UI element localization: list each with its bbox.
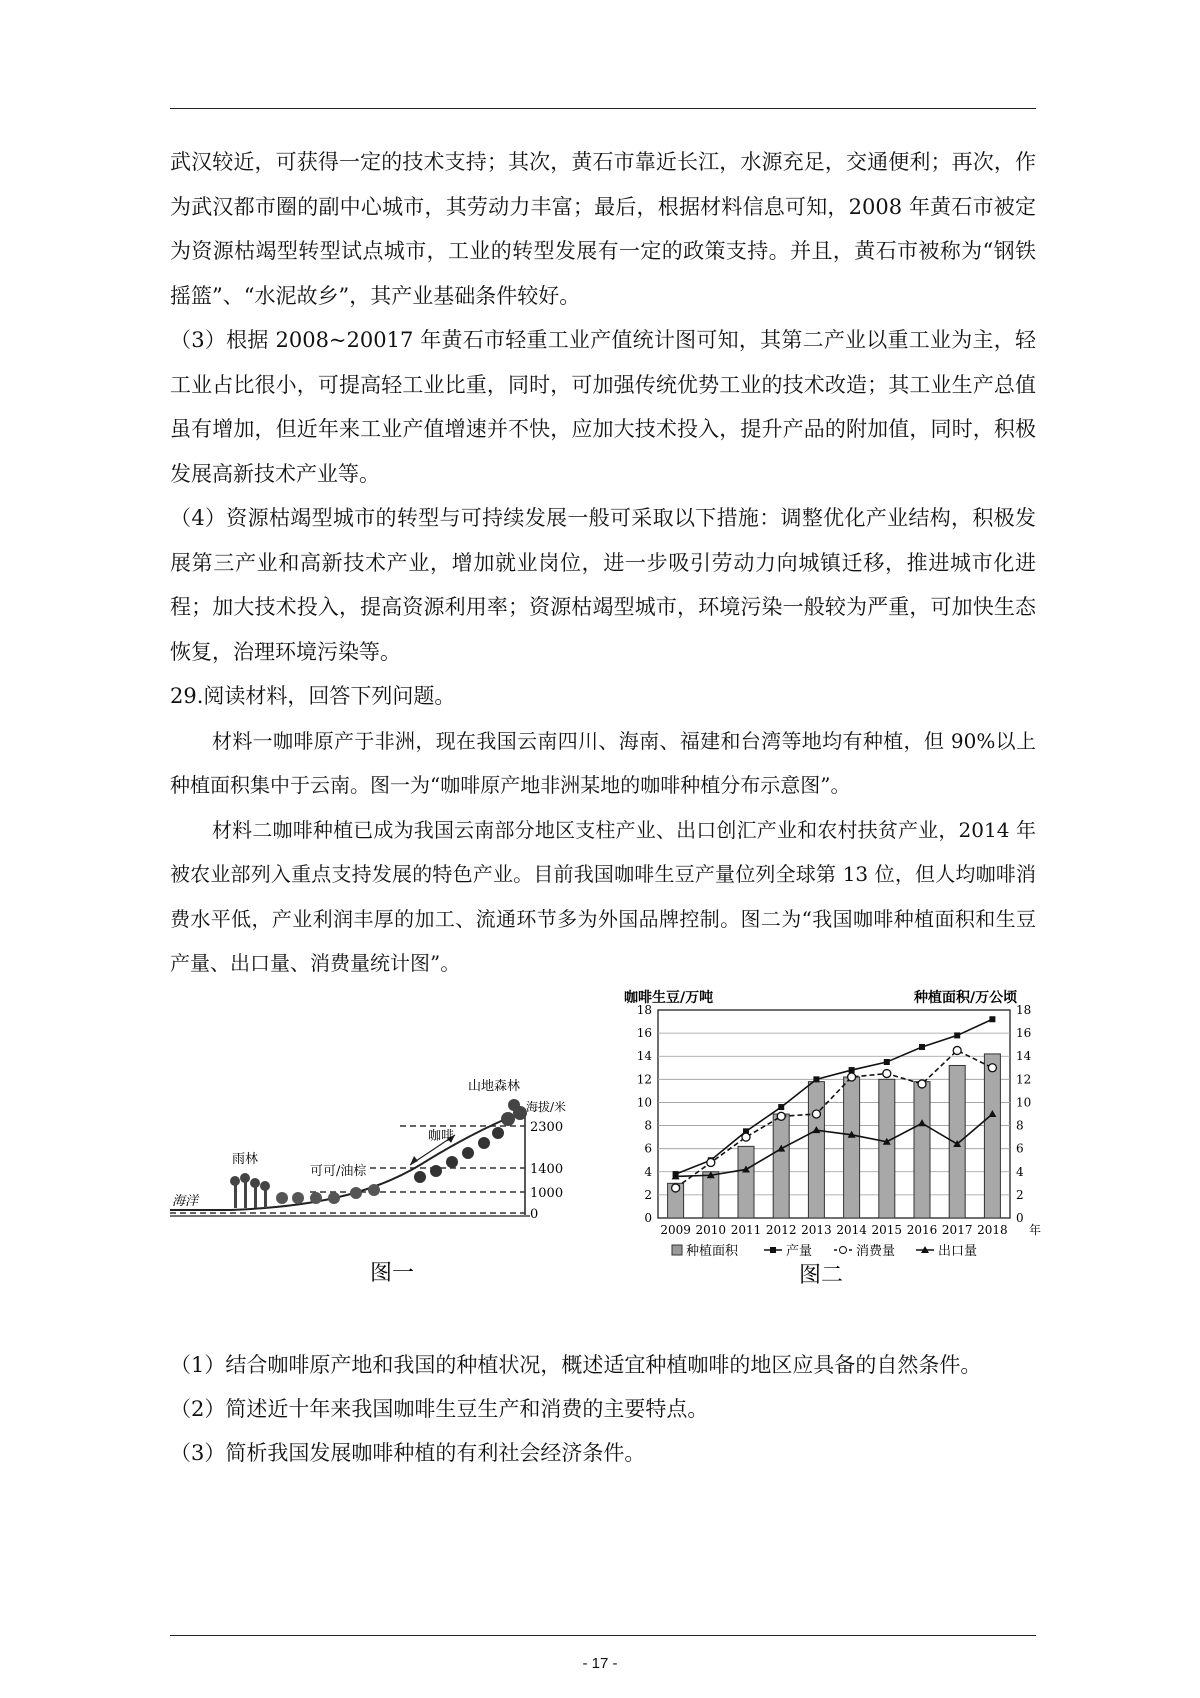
cocoa-label: 可可/油棕 bbox=[310, 1164, 367, 1179]
y2-tick-label: 12 bbox=[1016, 1072, 1032, 1087]
elevation-1000: 1000 bbox=[530, 1186, 564, 1201]
bar-planting-area bbox=[773, 1114, 789, 1218]
y-tick-label: 10 bbox=[636, 1095, 652, 1110]
point-consumption bbox=[812, 1110, 820, 1118]
x-tick-label: 2010 bbox=[695, 1223, 727, 1237]
y-tick-label: 8 bbox=[644, 1118, 652, 1133]
y2-tick-label: 0 bbox=[1016, 1211, 1024, 1225]
figures bbox=[170, 990, 1050, 1345]
x-tick-label: 2012 bbox=[765, 1223, 797, 1237]
point-consumption bbox=[777, 1112, 785, 1120]
y2-tick-label: 10 bbox=[1016, 1095, 1032, 1110]
y2-tick-label: 18 bbox=[1016, 1003, 1032, 1017]
y2-tick-label: 16 bbox=[1016, 1026, 1032, 1041]
question-29-heading: 29.阅读材料，回答下列问题。 bbox=[170, 684, 456, 708]
y-tick-label: 0 bbox=[644, 1211, 652, 1225]
x-tick-label: 2016 bbox=[906, 1223, 938, 1237]
bar-planting-area bbox=[703, 1172, 719, 1218]
paragraph-2: （3）根据 2008~20017 年黄石市轻重工业产值统计图可知，其第二产业以重工业为主，轻工业占比很小，可提高轻工业比重，同时，可加强传统优势工业的技术改造；其工业生产总值虽有增加，但近年来工业产值增速并不快，应加大技术投入，提升产品的附加值，同时，积极发展高新技术产业等。 bbox=[170, 328, 1036, 486]
x-tick-label: 2015 bbox=[871, 1223, 903, 1237]
answer-text bbox=[170, 140, 1036, 986]
x-tick-label: 2018 bbox=[977, 1223, 1008, 1237]
figure-2-chart bbox=[624, 990, 1044, 1288]
series-line-circle bbox=[676, 1050, 993, 1188]
y2-tick-label: 6 bbox=[1016, 1141, 1024, 1156]
bar-planting-area bbox=[914, 1082, 930, 1218]
legend-area-swatch bbox=[672, 1245, 682, 1255]
point-output bbox=[954, 1032, 960, 1038]
footer-rule bbox=[170, 1635, 1036, 1636]
rainforest-label: 雨林 bbox=[232, 1152, 259, 1167]
point-consumption bbox=[953, 1046, 961, 1054]
elevation-1400: 1400 bbox=[530, 1162, 564, 1177]
point-consumption bbox=[672, 1184, 680, 1192]
chart-legend bbox=[672, 1243, 977, 1259]
elevation-0: 0 bbox=[530, 1207, 539, 1222]
point-consumption bbox=[918, 1080, 926, 1088]
point-consumption bbox=[883, 1070, 891, 1078]
question-3: （3）简析我国发展咖啡种植的有利社会经济条件。 bbox=[170, 1441, 646, 1465]
point-output bbox=[884, 1059, 890, 1065]
bar-planting-area bbox=[738, 1146, 754, 1218]
material-1: 材料一咖啡原产于非洲，现在我国云南四川、海南、福建和台湾等地均有种植，但 90%以上种植面积集中于云南。图一为“咖啡原产地非洲某地的咖啡种植分布示意图”。 bbox=[170, 728, 1036, 797]
terrain-profile bbox=[170, 1113, 520, 1210]
y2-tick-label: 2 bbox=[1016, 1187, 1024, 1202]
figure-1-caption: 图一 bbox=[370, 1261, 415, 1286]
y-tick-label: 6 bbox=[644, 1141, 652, 1156]
x-tick-label: 2014 bbox=[836, 1223, 867, 1237]
y2-tick-label: 8 bbox=[1016, 1118, 1024, 1133]
bar-planting-area bbox=[844, 1077, 860, 1218]
x-tick-label: 2017 bbox=[941, 1223, 973, 1237]
x-tick-label: 2009 bbox=[660, 1223, 691, 1237]
cocoa-trees bbox=[276, 1184, 380, 1204]
series-line-triangle bbox=[676, 1114, 993, 1176]
figure-1-diagram bbox=[170, 1055, 567, 1345]
elevation-2300: 2300 bbox=[530, 1120, 564, 1135]
legend-export: 出口量 bbox=[938, 1244, 978, 1259]
point-output bbox=[849, 1067, 855, 1073]
header-rule bbox=[170, 108, 1036, 109]
chart-bars bbox=[668, 1054, 1001, 1218]
x-tick-label: 2013 bbox=[801, 1223, 832, 1237]
y-tick-label: 16 bbox=[636, 1026, 652, 1041]
x-tick-label: 2011 bbox=[730, 1223, 762, 1237]
point-output bbox=[778, 1104, 784, 1110]
chart-ticks bbox=[637, 1003, 1032, 1237]
point-output bbox=[813, 1076, 819, 1082]
question-2: （2）简述近十年来我国咖啡生豆生产和消费的主要特点。 bbox=[170, 1397, 709, 1421]
point-output bbox=[919, 1044, 925, 1050]
paragraph-3: （4）资源枯竭型城市的转型与可持续发展一般可采取以下措施：调整优化产业结构，积极发展第三产业和高新技术产业，增加就业岗位，进一步吸引劳动力向城镇迁移，推进城市化进程；加大技术投入，提高资源利用率；资源枯竭型城市，环境污染一般较为严重，可加快生态恢复，治理环境污染等。 bbox=[170, 506, 1036, 664]
y-tick-label: 18 bbox=[636, 1003, 652, 1017]
point-output bbox=[989, 1016, 995, 1022]
point-consumption bbox=[707, 1159, 715, 1167]
y2-tick-label: 4 bbox=[1016, 1164, 1024, 1179]
point-consumption bbox=[848, 1073, 856, 1081]
chart-lines bbox=[672, 1016, 997, 1192]
rainforest-trees bbox=[230, 1173, 270, 1208]
year-unit: 年 bbox=[1029, 1223, 1042, 1237]
page-number: - 17 - bbox=[582, 1655, 618, 1672]
paragraph-1: 武汉较近，可获得一定的技术支持；其次，黄石市靠近长江，水源充足，交通便利；再次，作为武汉都市圈的副中心城市，其劳动力丰富；最后，根据材料信息可知，2008 年黄石市被定为资源枯竭型转型试点城市，工业的转型发展有一定的政策支持。并且，黄石市被称为“钢铁摇篮”、“水泥故乡”，其产业基础条件较好。 bbox=[170, 150, 1036, 308]
elevation-axis-label: 海拔/米 bbox=[526, 1100, 567, 1114]
y-tick-label: 4 bbox=[644, 1164, 652, 1179]
bar-planting-area bbox=[879, 1079, 895, 1218]
left-axis-label: 咖啡生豆/万吨 bbox=[624, 990, 714, 1006]
material-2: 材料二咖啡种植已成为我国云南部分地区支柱产业、出口创汇产业和农村扶贫产业，2014 年被农业部列入重点支持发展的特色产业。目前我国咖啡生豆产量位列全球第 13 位，但人均咖啡消费水平低，产业利润丰厚的加工、流通环节多为外国品牌控制。图二为“我国咖啡种植面积和生豆产量、出口量、消费量统计图”。 bbox=[170, 817, 1036, 975]
y-tick-label: 12 bbox=[636, 1072, 652, 1087]
y2-tick-label: 14 bbox=[1016, 1049, 1032, 1064]
coffee-label: 咖啡 bbox=[428, 1129, 455, 1144]
bar-planting-area bbox=[984, 1054, 1000, 1218]
y-tick-label: 2 bbox=[644, 1187, 652, 1202]
figure-2-caption: 图二 bbox=[799, 1263, 844, 1288]
right-axis-label: 种植面积/万公顷 bbox=[914, 990, 1018, 1006]
y-tick-label: 14 bbox=[636, 1049, 652, 1064]
question-1: （1）结合咖啡原产地和我国的种植状况，概述适宜种植咖啡的地区应具备的自然条件。 bbox=[170, 1353, 982, 1377]
mountain-forest-trees bbox=[501, 1099, 527, 1126]
point-consumption bbox=[742, 1133, 750, 1141]
point-consumption bbox=[988, 1064, 996, 1072]
legend-area: 种植面积 bbox=[686, 1244, 739, 1259]
mountain-forest-label: 山地森林 bbox=[468, 1079, 521, 1094]
bar-planting-area bbox=[808, 1082, 824, 1218]
legend-consumption: 消费量 bbox=[856, 1244, 896, 1259]
ocean-label: 海洋 bbox=[172, 1194, 199, 1209]
legend-output: 产量 bbox=[786, 1244, 813, 1259]
